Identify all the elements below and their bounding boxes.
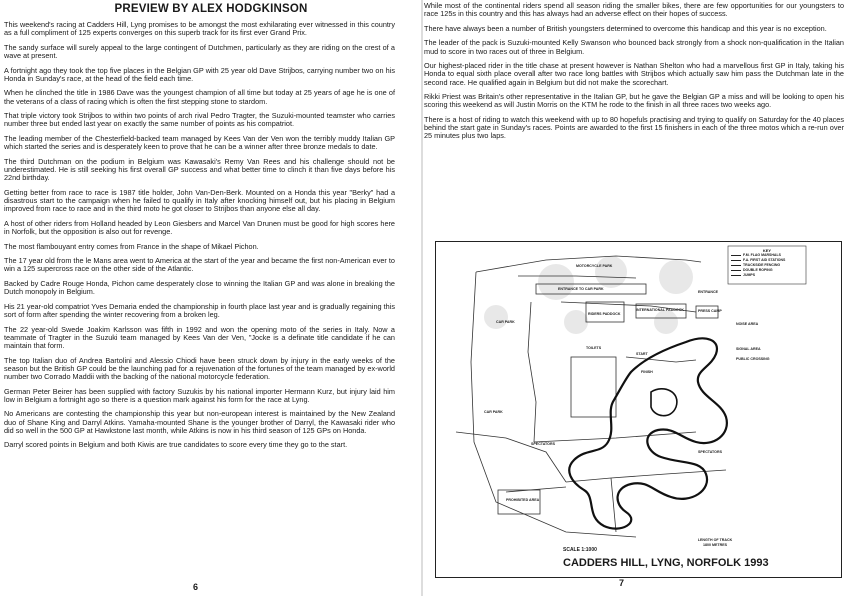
label-prohibited-area: PROHIBITED AREA — [506, 498, 540, 502]
label-signal-area: SIGNAL AREA — [736, 347, 761, 351]
site-boundaries — [456, 256, 726, 537]
paragraph: A fortnight ago they took the top five places in the Belgian GP with 25 year old Dave Strijbos, carrying number two on his Honda in Sunday's race, at the head of the field each time. — [4, 65, 395, 83]
map-track-length: LENGTH OF TRACK 1800 METRES — [697, 538, 733, 547]
label-riders-paddock: RIDERS PADDOCK — [588, 312, 621, 316]
label-entrance: ENTRANCE — [698, 290, 718, 294]
paragraph: Darryl scored points in Belgium and both Kiwis are true candidates to score every time they go to the start. — [4, 440, 348, 450]
label-spectators: SPECTATORS — [531, 442, 555, 446]
paragraph: His 21 year-old compatriot Yves Demaria ended the championship in fourth place last year and is gradually regaining this sort of form after spending the winter recovering from a broken leg. — [4, 301, 395, 319]
map-key-item: F.M. FLAG MARSHALS — [731, 253, 803, 258]
map-title: CADDERS HILL, LYNG, NORFOLK 1993 — [563, 557, 769, 569]
article-column-left — [4, 21, 395, 456]
label-public-crossing: PUBLIC CROSSING — [736, 357, 770, 361]
paragraph: Getting better from race to race is 1987 title holder, John Van-Den-Berk. Mounted on a Honda this year "Berky" had a disastrous start to the campaign when he failed to qualify in Italy after knocking himself out, but his placing in Belgium improved from race to race and in the third moto he got closer to Strijbos than anyone else all day. — [4, 187, 395, 214]
right-page — [423, 0, 845, 596]
label-motorcycle-park: MOTORCYCLE PARK — [576, 264, 613, 268]
label-start: START — [636, 352, 648, 356]
paragraph: That triple victory took Strijbos to within two points of arch rival Pedro Tragter, the Suzuki-mounted teamster who carries number three but ended last year on exactly the same number of points as his compatriot. — [4, 111, 395, 129]
paragraph: Backed by Cadre Rouge Honda, Pichon came desperately close to winning the Italian GP and was alone in breaking the Dutch monopoly in Belgium. — [4, 278, 395, 297]
map-scale: SCALE 1:1000 — [563, 547, 597, 553]
paragraph: A host of other riders from Holland headed by Leon Giesbers and Marcel Van Drunen must be good for high scores here in Norfolk, but the opposition is also out for revenge. — [4, 218, 395, 236]
paragraph: There is a host of riding to watch this weekend with up to 80 hopefuls practising and trying to qualify on Saturday for the 40 places behind the start gate in Sunday's races. Points are awarded to the first 15 finishers in each of the three motos which a re-run over 25 minutes plus two laps. — [424, 114, 844, 141]
map-key — [731, 248, 803, 278]
paragraph: The 17 year old from the le Mans area went to America at the start of the year and became the first non-American ever to win a 125 supercross race on the other side of the Atlantic. — [4, 256, 395, 274]
paragraph: German Peter Beirer has been supplied with factory Suzukis by his national importer Hermann Kurz, but injury laid him low in Belgium a fortnight ago so there is a question mark against his form for the race at Lyng. — [4, 386, 395, 404]
race-track — [569, 338, 727, 528]
paragraph: There have always been a number of British youngsters determined to overcome this handicap and this year is no exception. — [424, 23, 827, 33]
paragraph: This weekend's racing at Cadders Hill, Lyng promises to be amongst the most exhilarating ever witnessed in this country as a full compliment of 125 experts converges on this superb track for its first ever Grand Prix. — [4, 20, 395, 38]
paragraph: While most of the continental riders spend all season riding the smaller bikes, there are few opportunities for our youngsters to race 125s in this country and this has always had an adverse effect on their hopes of success. — [424, 1, 844, 19]
track-map — [435, 241, 842, 578]
paragraph: No Americans are contesting the championship this year but non-european interest is maintained by the New Zealand duo of Shane King and Darryl Atkins. Yamaha-mounted Shane is the younger brother of Darryl, the Kawasaki rider who did so well in the 500 GP at Hawkstone last month, while Atkins is now in his third season of 125 GPs on Honda. — [4, 409, 395, 435]
map-key-item: F.A. FIRST AID STATIONS — [731, 258, 803, 263]
map-key-item: TRACKSIDE FENCING — [731, 263, 803, 268]
label-press-camp: PRESS CAMP — [698, 309, 722, 313]
label-car-park: CAR PARK — [496, 320, 515, 324]
label-noise-area: NOISE AREA — [736, 322, 759, 326]
paragraph: The most flambouyant entry comes from France in the shape of Mikael Pichon. — [4, 241, 259, 251]
map-key-title: KEY — [762, 248, 772, 253]
map-key-item: DOUBLE ROPING — [731, 268, 803, 273]
left-page — [0, 0, 422, 596]
paragraph: The sandy surface will surely appeal to the large contingent of Dutchmen, particularly as they are riding on the crest of a wave at present. — [4, 42, 395, 60]
article-column-right — [424, 2, 844, 147]
label-car-park: CAR PARK — [484, 410, 503, 414]
map-key-item: JUMPS — [731, 273, 803, 278]
label-finish: FINISH — [641, 370, 653, 374]
paragraph: The leading member of the Chesterfield-backed team managed by Kees Van der Ven won the terribly muddy Italian GP which started the series and is desperately keen to prove that he can be a winner after three bronze medals to date. — [4, 133, 395, 152]
label-toilets: TOILETS — [586, 346, 602, 350]
page-number: 6 — [193, 582, 199, 592]
paragraph: Our highest-placed rider in the title chase at present however is Nathan Shelton who had a marvellous first GP in Italy, taking his Honda to equal sixth place overall after two race long battles with Strijbos which actually saw him pass the Dutchman late in the second race. He qualified again in Belgium but did not make the scorechart. — [424, 61, 844, 87]
label-entrance-car-park: ENTRANCE TO CAR PARK — [558, 287, 604, 291]
paragraph: The leader of the pack is Suzuki-mounted Kelly Swanson who bounced back strongly from a shock non-qualification in the Italian mud to score in two races out of three in Belgium. — [424, 38, 844, 56]
paragraph: When he clinched the title in 1986 Dave was the youngest champion of all time but today at 25 years of age he is one of the veterans of a class of racing which is often the first stepping stone to stardom. — [4, 88, 395, 106]
page-number: 7 — [619, 578, 625, 588]
label-spectators: SPECTATORS — [698, 450, 722, 454]
paragraph: The 22 year-old Swede Joakim Karlsson was fifth in 1992 and won the opening moto of the series in Italy. Now a teammate of Tragter in the Suzuki team managed by Kees Van der Ven, "Jocke is a definate title candidate if he can maintain that form. — [4, 324, 395, 350]
paragraph: The top Italian duo of Andrea Bartolini and Alessio Chiodi have been struck down by injury in the early weeks of the season but the British GP could be the launching pad for a rejuvenation of the fortunes of the team managed by ex-world number two Corrado Maddii with the backing of the national motorcycle federation. — [4, 355, 395, 381]
label-international-paddock: INTERNATIONAL PADDOCK — [636, 308, 684, 312]
paragraph: Rikki Priest was Britain's other representative in the Italian GP, but he gave the Belgian GP a miss and will be looking to open his scoring this weekend as will Justin Morris on the KTM he rode to the finish in all three races two weeks ago. — [424, 92, 844, 110]
article-title: PREVIEW BY ALEX HODGKINSON — [114, 3, 308, 15]
paragraph: The third Dutchman on the podium in Belgium was Kawasaki's Remy Van Rees and his challenge should not be underestimated. He is still seeking his first overall GP success and what better time to clinch it than five days before his 22nd birthday. — [4, 156, 395, 183]
